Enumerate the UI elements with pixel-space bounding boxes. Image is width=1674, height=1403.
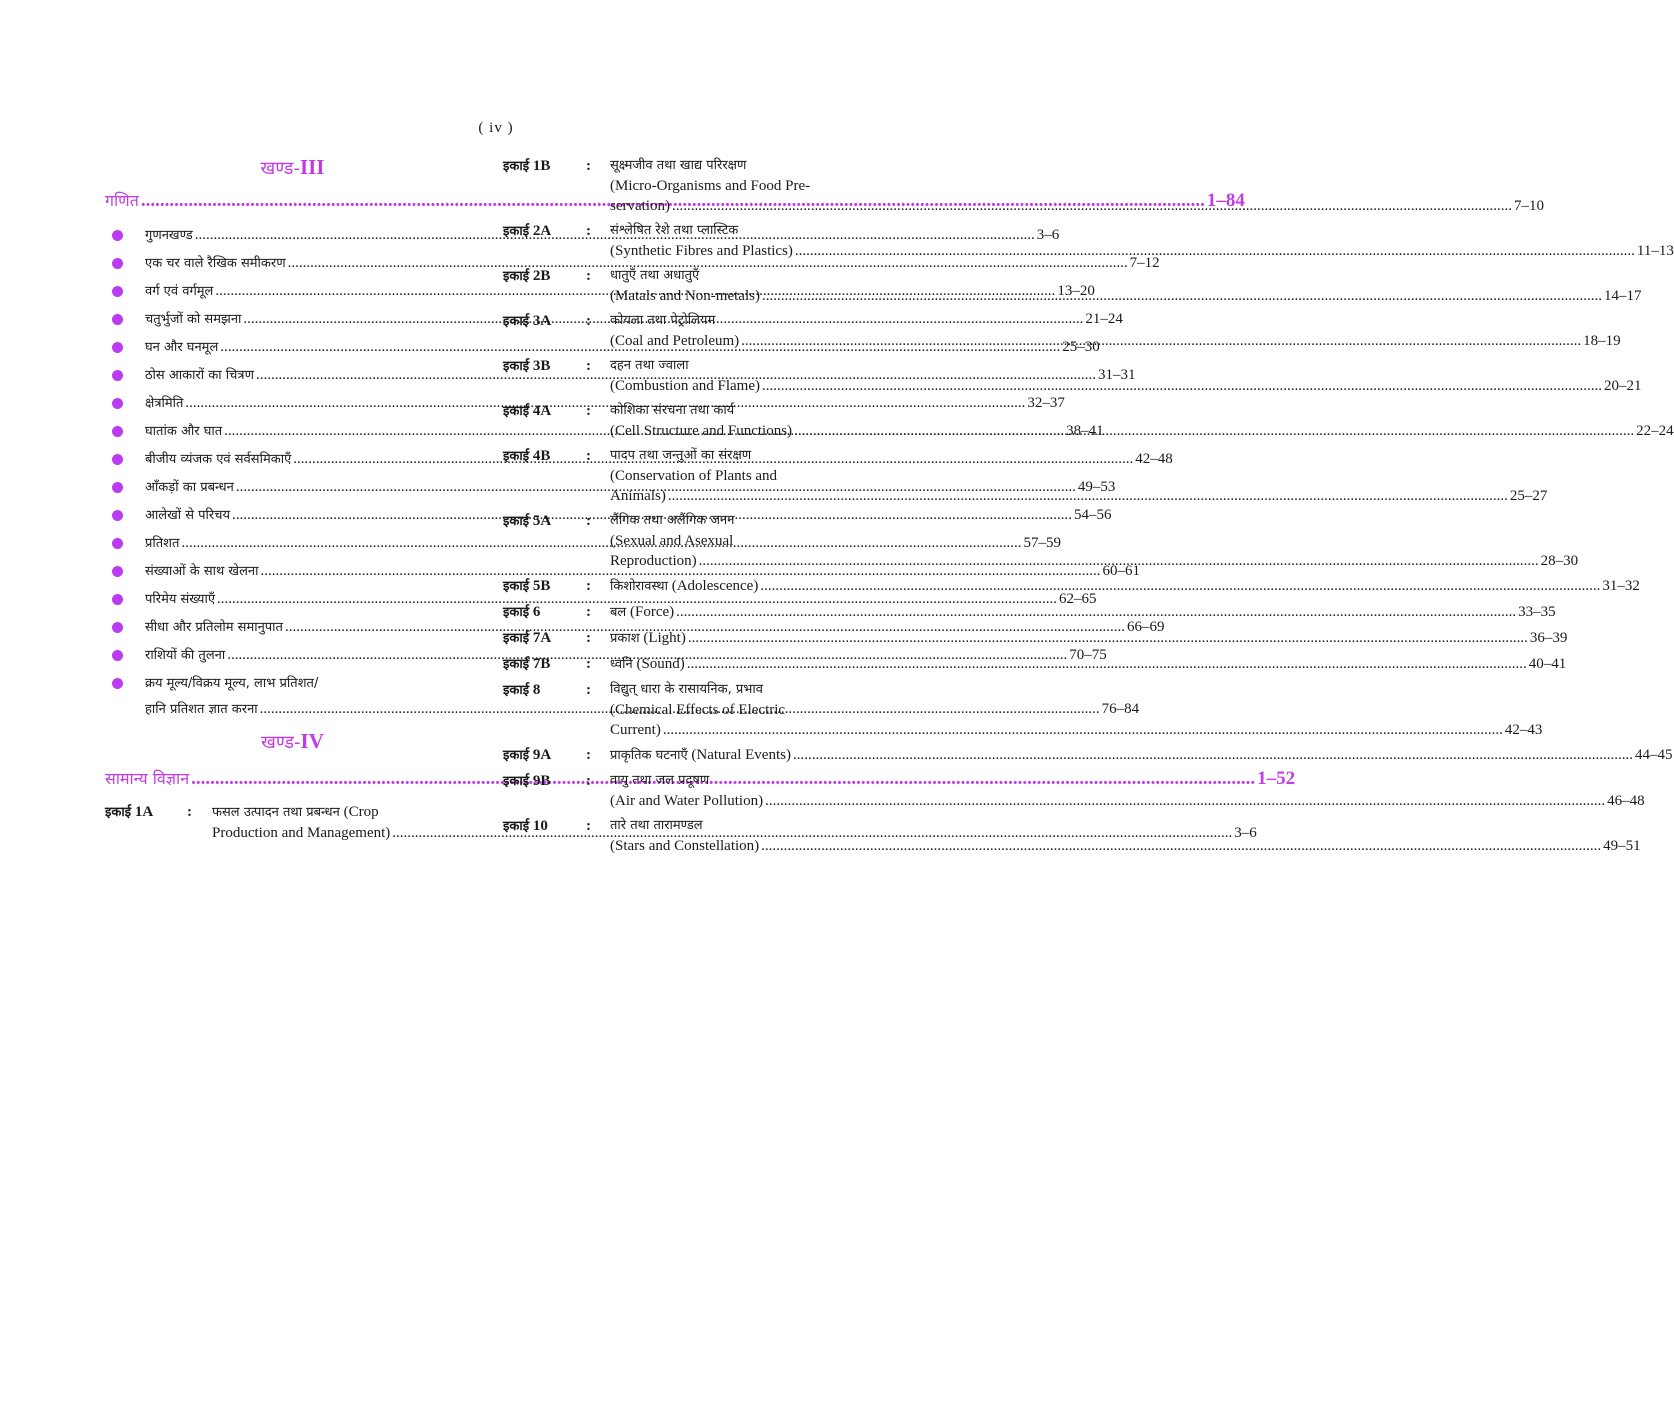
chapter-title: आँकड़ों का प्रबन्धन (145, 480, 234, 495)
leader-dots (761, 836, 1601, 856)
unit-title-en: Current) (610, 722, 661, 738)
bullet-icon (112, 538, 123, 549)
bullet-icon (112, 482, 123, 493)
unit-title-en: (Chemical Effects of Electric (610, 702, 786, 718)
unit-pages: 40–41 (1528, 656, 1567, 672)
leader-dots (687, 654, 1527, 674)
bullet-icon (112, 650, 123, 661)
chapter-pages: 21–24 (1085, 311, 1123, 327)
colon: : (586, 747, 591, 763)
chapter-pages: 32–37 (1027, 395, 1065, 411)
chapter-title: प्रतिशत (145, 536, 180, 551)
leader-dots (795, 241, 1635, 261)
colon: : (586, 682, 591, 698)
subject-name: गणित (105, 191, 139, 210)
leader-dots (668, 486, 1508, 506)
chapter-item[interactable] (105, 588, 1097, 611)
unit-pages: 33–35 (1518, 604, 1556, 620)
chapter-title: संख्याओं के साथ खेलना (145, 564, 259, 579)
unit-pages: 31–32 (1602, 578, 1640, 594)
chapter-title: सीधा और प्रतिलोम समानुपात (145, 620, 283, 635)
unit-pages: 36–39 (1529, 630, 1568, 646)
bullet-icon (112, 510, 123, 521)
unit-title-en: (Conservation of Plants and (610, 468, 778, 484)
chapter-pages: 66–69 (1126, 619, 1165, 635)
unit-title-en: (Combustion and Flame) (610, 378, 760, 394)
unit-title-hi: प्रकाश (610, 631, 640, 646)
colon: : (586, 223, 591, 239)
colon: : (586, 513, 591, 529)
unit-label: इकाई 4B (503, 448, 551, 464)
unit-label: इकाई 9A (503, 747, 552, 763)
unit-pages: 7–10 (1513, 198, 1544, 214)
unit-entry[interactable] (503, 576, 1640, 597)
chapter-title-line1: क्रय मूल्य/विक्रय मूल्य, लाभ प्रतिशत/ (145, 676, 319, 691)
bullet-icon (112, 426, 123, 437)
chapter-title: बीजीय व्यंजक एवं सर्वसमिकाएँ (145, 452, 292, 467)
colon: : (586, 268, 591, 284)
section-heading-roman: IV (300, 729, 324, 753)
unit-title-en: Animals) (610, 488, 666, 504)
bullet-icon (112, 566, 123, 577)
chapter-title: चतुर्भुजों को समझना (145, 312, 242, 327)
leader-dots (765, 791, 1605, 811)
unit-pages: 11–13 (1636, 243, 1674, 259)
unit-title-en: (Sexual and Asexual (610, 533, 734, 549)
bullet-icon (112, 622, 123, 633)
unit-label: इकाई 5A (503, 513, 552, 529)
unit-title-hi: विद्युत् धारा के रासायनिक, प्रभाव (610, 682, 763, 697)
unit-label: इकाई 1B (503, 158, 551, 174)
chapter-title: परिमेय संख्याएँ (145, 592, 216, 607)
unit-title-hi: कोयला तथा पेट्रोलियम (610, 313, 716, 328)
unit-label: इकाई 7A (503, 630, 552, 646)
unit-title-hi: दहन तथा ज्वाला (610, 358, 689, 373)
unit-title-hi: कोशिका संरचना तथा कार्य (610, 403, 735, 418)
bullet-icon (112, 594, 123, 605)
leader-dots (663, 720, 1503, 740)
chapter-pages: 31–31 (1097, 367, 1136, 383)
unit-entry[interactable] (503, 602, 1556, 623)
unit-pages: 42–43 (1504, 722, 1543, 738)
unit-pages: 46–48 (1607, 793, 1645, 809)
unit-label: इकाई 3B (503, 358, 551, 374)
unit-title-en: (Matals and Non-metals) (610, 288, 760, 304)
chapter-pages: 25–30 (1062, 339, 1100, 355)
unit-title-hi: प्राकृतिक घटनाएँ (610, 748, 688, 763)
leader-dots (672, 196, 1512, 216)
unit-label: इकाई 3A (503, 313, 552, 329)
leader-dots (741, 331, 1581, 351)
bullet-icon (112, 314, 123, 325)
chapter-title: घातांक और घात (145, 424, 223, 439)
section-heading-3 (105, 150, 480, 184)
chapter-title: आलेखों से परिचय (145, 508, 231, 523)
subject-pages: 1–84 (1206, 190, 1245, 211)
unit-title-en: (Light) (643, 630, 686, 646)
section-heading-roman: III (299, 155, 325, 179)
unit-pages: 18–19 (1583, 333, 1621, 349)
leader-dots (676, 602, 1516, 622)
unit-title-en: Reproduction) (610, 553, 697, 569)
unit-title-hi: तारे तथा तारामण्डल (610, 818, 703, 833)
unit-title-en: (Force) (630, 604, 675, 620)
unit-pages: 20–21 (1604, 378, 1642, 394)
colon: : (586, 656, 591, 672)
chapter-title: घन और घनमूल (145, 340, 219, 355)
unit-label: इकाई 2A (503, 223, 552, 239)
chapter-title: राशियों की तुलना (145, 648, 226, 663)
unit-label: इकाई 10 (503, 818, 548, 834)
bullet-icon (112, 398, 123, 409)
unit-title-hi: किशोरावस्था (610, 579, 668, 594)
unit-label: इकाई 9B (503, 773, 551, 789)
chapter-pages: 57–59 (1023, 535, 1061, 551)
unit-entry[interactable] (503, 745, 1673, 766)
bullet-icon (112, 258, 123, 269)
chapter-pages: 13–20 (1057, 283, 1095, 299)
colon: : (586, 448, 591, 464)
leader-dots (762, 376, 1602, 396)
bullet-icon (112, 342, 123, 353)
chapter-title: क्षेत्रमिति (145, 396, 184, 411)
bullet-icon (112, 230, 123, 241)
unit-label: इकाई 1A (105, 804, 154, 820)
unit-title-en: (Air and Water Pollution) (610, 793, 764, 809)
section-heading-4 (105, 724, 480, 758)
chapter-pages: 60–61 (1102, 563, 1140, 579)
unit-title-en-cont: Production and Management) (212, 825, 391, 841)
unit-label: इकाई 6 (503, 604, 541, 620)
subject-name: सामान्य विज्ञान (105, 769, 190, 788)
bullet-icon (112, 370, 123, 381)
colon: : (586, 630, 591, 646)
chapter-title-line2: हानि प्रतिशत ज्ञात करना (145, 702, 258, 717)
chapter-pages: 7–12 (1129, 255, 1160, 271)
unit-title-en: (Natural Events) (691, 747, 791, 763)
unit-title-hi: पादप तथा जन्तुओं का संरक्षण (610, 448, 752, 463)
leader-dots (762, 286, 1602, 306)
unit-title-hi: वायु तथा जल प्रदूषण (610, 773, 710, 788)
unit-pages: 49–51 (1603, 838, 1641, 854)
unit-title-en: (Synthetic Fibres and Plastics) (610, 243, 793, 259)
unit-title-en: (Stars and Constellation) (610, 838, 760, 854)
unit-title-en: (Adolescence) (671, 578, 759, 594)
unit-title-hi: लैंगिक तथा अलैंगिक जनन (610, 513, 735, 528)
colon: : (586, 403, 591, 419)
colon: : (586, 604, 591, 620)
section-heading-dev: खण्ड- (261, 732, 301, 753)
unit-label: इकाई 7B (503, 656, 551, 672)
unit-title-en: (Cell Structure and Functions) (610, 423, 793, 439)
colon: : (586, 358, 591, 374)
unit-title-hi: धातुएँ तथा अधातुएँ (610, 268, 700, 283)
colon: : (586, 158, 591, 174)
unit-title-hi: ध्वनि (610, 657, 633, 672)
page-number: ( iv ) (478, 120, 514, 136)
unit-title-hi: संश्लेषित रेशे तथा प्लास्टिक (610, 223, 739, 238)
unit-pages: 22–24 (1636, 423, 1674, 439)
unit-title-hi: बल (610, 605, 627, 620)
leader-dots (699, 551, 1539, 571)
chapter-title: ठोस आकारों का चित्रण (145, 368, 254, 383)
unit-pages: 3–6 (1234, 825, 1257, 841)
chapter-item[interactable] (105, 252, 1160, 275)
chapter-pages: 76–84 (1101, 701, 1140, 717)
unit-title-en: (Coal and Petroleum) (610, 333, 740, 349)
bullet-icon (112, 454, 123, 465)
colon: : (586, 578, 591, 594)
colon: : (586, 818, 591, 834)
chapter-pages: 42–48 (1135, 451, 1173, 467)
chapter-pages: 3–6 (1036, 227, 1060, 243)
unit-pages: 14–17 (1603, 288, 1642, 304)
chapter-pages: 49–53 (1077, 479, 1116, 495)
unit-pages: 44–45 (1634, 747, 1673, 763)
chapter-pages: 54–56 (1074, 507, 1112, 523)
leader-dots (760, 576, 1600, 596)
unit-title-en: (Crop (343, 804, 379, 820)
unit-label: इकाई 4A (503, 403, 552, 419)
unit-title-en: (Micro-Organisms and Food Pre- (610, 178, 811, 194)
subject-pages: 1–52 (1257, 768, 1296, 789)
unit-title-hi: सूक्ष्मजीव तथा खाद्य परिरक्षण (610, 158, 747, 173)
bullet-icon (112, 678, 123, 689)
unit-entry[interactable] (503, 628, 1568, 649)
unit-title-en: (Sound) (636, 656, 685, 672)
colon: : (586, 773, 591, 789)
colon: : (586, 313, 591, 329)
leader-dots (793, 745, 1633, 765)
chapter-title: गुणनखण्ड (145, 228, 193, 243)
unit-label: इकाई 2B (503, 268, 551, 284)
leader-dots (794, 421, 1634, 441)
unit-label: इकाई 5B (503, 578, 551, 594)
unit-pages: 28–30 (1540, 553, 1579, 569)
chapter-pages: 38–41 (1066, 423, 1104, 439)
unit-label: इकाई 8 (503, 682, 541, 698)
chapter-title: एक चर वाले रैखिक समीकरण (145, 256, 286, 271)
unit-title-hi: फसल उत्पादन तथा प्रबन्धन (212, 805, 340, 820)
chapter-pages: 70–75 (1069, 647, 1107, 663)
chapter-title: वर्ग एवं वर्गमूल (145, 284, 214, 299)
chapter-pages: 62–65 (1059, 591, 1097, 607)
bullet-icon (112, 286, 123, 297)
unit-title-en: servation) (610, 198, 670, 214)
unit-pages: 25–27 (1509, 488, 1548, 504)
colon: : (187, 804, 192, 820)
leader-dots (688, 628, 1528, 648)
section-heading-dev: खण्ड- (260, 158, 300, 179)
